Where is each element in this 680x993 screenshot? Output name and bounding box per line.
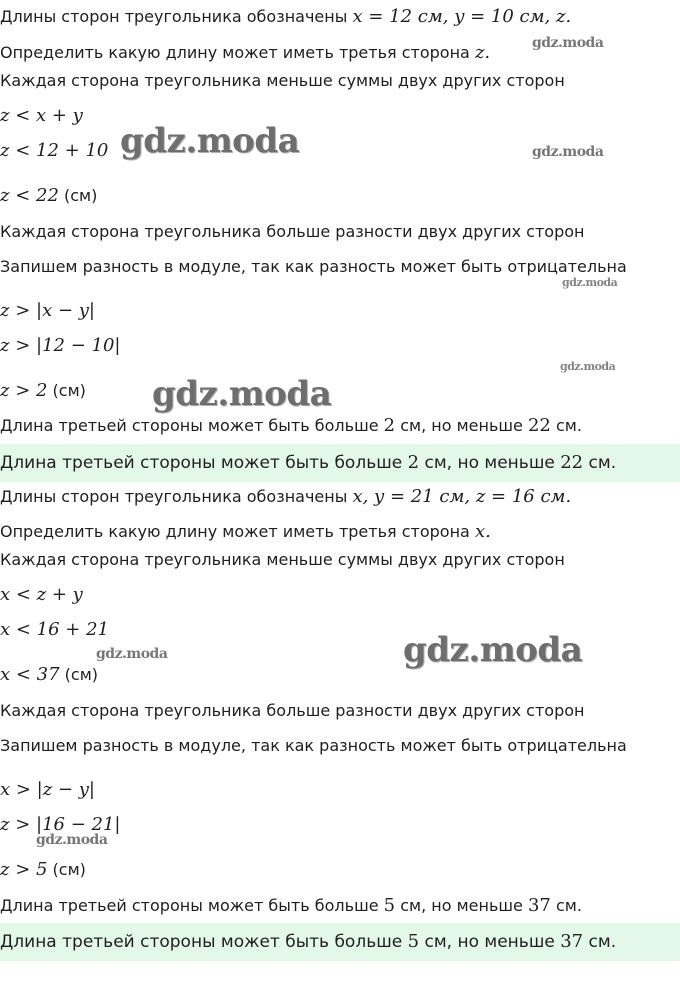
s1-eq6-unit: (см)	[47, 381, 86, 400]
s2-modulus-note: Запишем разность в модуле, так как разность может быть отрицательна	[0, 736, 627, 755]
s2-conclusion-c: см.	[550, 896, 582, 915]
s2-answer-c: см.	[583, 932, 617, 952]
s2-answer	[0, 932, 616, 952]
s1-rule-diff: Каждая сторона треугольника больше разности двух других сторон	[0, 222, 585, 241]
s1-eq1: z < x + y	[0, 105, 83, 126]
s1-eq3-unit: (см)	[58, 186, 98, 205]
s1-eq5: z > |12 − 10|	[0, 335, 121, 356]
s2-eq4: x > |z − y|	[0, 779, 95, 800]
s1-eq3-math: z < 22	[0, 185, 59, 206]
watermark: gdz.moda	[152, 374, 332, 414]
s2-eq2: x < 16 + 21	[0, 619, 110, 640]
s2-eq6-unit: (см)	[47, 860, 86, 879]
watermark: gdz.moda	[532, 144, 604, 160]
s1-conclusion-c: см.	[550, 416, 582, 435]
s2-answer-n1: 5	[407, 931, 420, 952]
s2-eq3-math: x < 37	[0, 664, 60, 685]
s2-conclusion-a: Длина третьей стороны может быть больше	[0, 896, 384, 915]
s2-answer-n2: 37	[560, 931, 584, 952]
s1-eq3	[0, 186, 97, 206]
s2-given-text: Длины сторон треугольника обозначены	[0, 487, 353, 506]
s2-conclusion	[0, 896, 582, 916]
watermark: gdz.moda	[560, 360, 616, 373]
s1-answer-c: см.	[583, 453, 617, 473]
s2-rule-diff: Каждая сторона треугольника больше разности двух других сторон	[0, 701, 585, 720]
s1-answer-n2: 22	[560, 452, 584, 473]
s1-answer-b: см, но меньше	[419, 453, 561, 473]
s2-conclusion-n1: 5	[383, 895, 396, 916]
s2-eq6	[0, 860, 86, 880]
s1-eq6-math: z > 2	[0, 380, 48, 401]
s1-given	[0, 7, 571, 27]
s2-answer-b: см, но меньше	[419, 932, 561, 952]
s2-task	[0, 522, 491, 542]
s1-eq6	[0, 381, 86, 401]
watermark: gdz.moda	[120, 121, 300, 161]
s2-task-var: x.	[474, 521, 491, 542]
s2-given-math: x, y = 21 см, z = 16 см.	[352, 486, 572, 507]
s2-answer-a: Длина третьей стороны может быть больше	[0, 932, 408, 952]
s1-task	[0, 43, 490, 63]
s2-rule-sum: Каждая сторона треугольника меньше суммы двух других сторон	[0, 550, 565, 569]
s2-conclusion-n2: 37	[527, 895, 551, 916]
s1-conclusion-n1: 2	[383, 415, 396, 436]
watermark: gdz.moda	[36, 832, 108, 848]
s1-task-var: z.	[474, 42, 491, 63]
s2-given	[0, 487, 571, 507]
s2-eq6-math: z > 5	[0, 859, 48, 880]
s1-answer-a: Длина третьей стороны может быть больше	[0, 453, 408, 473]
s1-answer	[0, 453, 616, 473]
watermark: gdz.moda	[562, 276, 618, 289]
s1-given-text: Длины сторон треугольника обозначены	[0, 7, 353, 26]
watermark: gdz.moda	[96, 646, 168, 662]
s1-given-math: x = 12 см, y = 10 см, z.	[352, 6, 572, 27]
s2-eq3	[0, 665, 98, 685]
s1-eq2: z < 12 + 10	[0, 140, 109, 161]
s2-eq3-unit: (см)	[59, 665, 99, 684]
s1-conclusion-b: см, но меньше	[395, 416, 528, 435]
s2-eq1: x < z + y	[0, 584, 83, 605]
s1-rule-sum: Каждая сторона треугольника меньше суммы двух других сторон	[0, 71, 565, 90]
s1-answer-n1: 2	[407, 452, 420, 473]
s2-eq5: z > |16 − 21|	[0, 814, 121, 835]
s1-answer-box	[0, 444, 680, 482]
s1-conclusion-a: Длина третьей стороны может быть больше	[0, 416, 384, 435]
s2-answer-box	[0, 923, 680, 961]
s1-task-text: Определить какую длину может иметь третья сторона	[0, 43, 475, 62]
watermark: gdz.moda	[403, 630, 583, 670]
s1-eq4: z > |x − y|	[0, 300, 95, 321]
s1-conclusion-n2: 22	[527, 415, 551, 436]
s1-conclusion	[0, 416, 582, 436]
watermark: gdz.moda	[532, 35, 604, 51]
s1-modulus-note: Запишем разность в модуле, так как разность может быть отрицательна	[0, 257, 627, 276]
s2-task-text: Определить какую длину может иметь третья сторона	[0, 522, 475, 541]
s2-conclusion-b: см, но меньше	[395, 896, 528, 915]
